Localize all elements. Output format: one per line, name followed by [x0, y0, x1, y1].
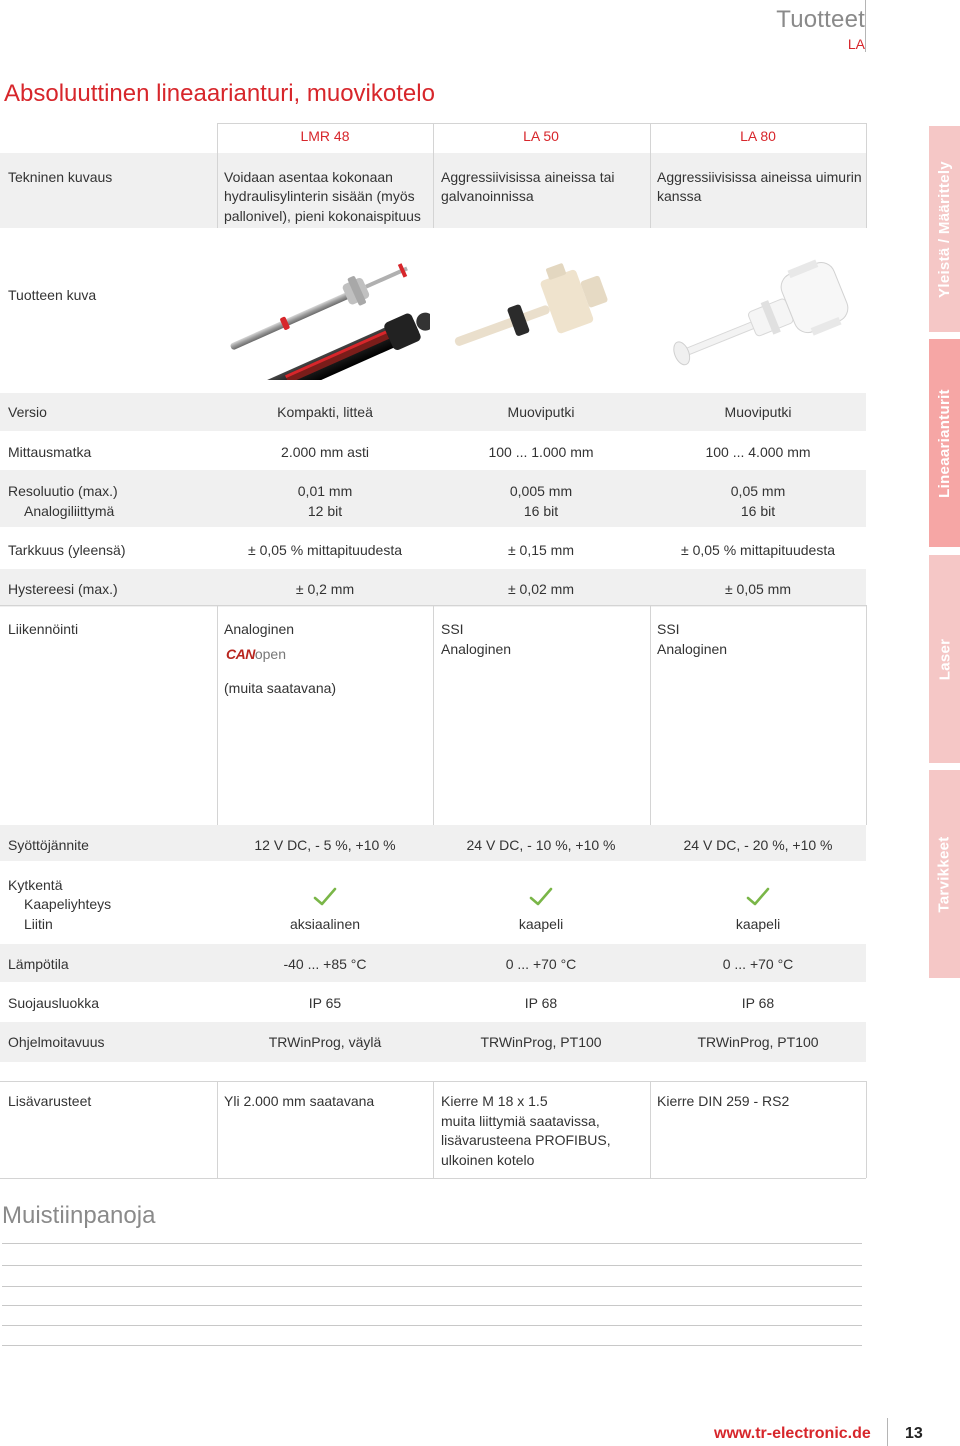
suojaus-cell-la80: IP 68: [741, 995, 775, 1011]
table-col-divider: [866, 605, 867, 825]
check-icon: [313, 887, 337, 907]
table-top-rule: [217, 123, 866, 124]
table-col-divider: [217, 605, 218, 825]
cell-line: lisävarusteena PROFIBUS,: [441, 1132, 611, 1148]
row-label-tekninen: Tekninen kuvaus: [8, 169, 113, 185]
row-label-hystereesi: Hystereesi (max.): [8, 581, 118, 597]
syotto-cell-la50: 24 V DC, - 10 %, +10 %: [466, 837, 616, 853]
table-col-divider: [650, 1081, 651, 1178]
lampotila-cell-lmr48: -40 ... +85 °C: [283, 956, 367, 972]
page-number: 13: [905, 1425, 923, 1442]
notes-title: Muistiinpanoja: [2, 1202, 156, 1229]
liikennointi-ssi-la80: SSI: [657, 621, 680, 637]
resoluutio-cell-la50: 0,005 mm: [509, 483, 573, 499]
resoluutio-cell-la80: 0,05 mm: [730, 483, 786, 499]
analogi-cell-la50: 16 bit: [523, 503, 559, 519]
resoluutio-cell-lmr48: 0,01 mm: [297, 483, 353, 499]
page-header: [776, 6, 865, 52]
syotto-cell-la80: 24 V DC, - 20 %, +10 %: [683, 837, 833, 853]
cell-line: Voidaan asentaa kokonaan: [224, 169, 393, 185]
tarkkuus-cell-la80: ± 0,05 % mittapituudesta: [681, 542, 835, 558]
row-label-syotto: Syöttöjännite: [8, 837, 89, 853]
note-line: [2, 1286, 862, 1287]
analogi-cell-la80: 16 bit: [740, 503, 776, 519]
analogi-cell-lmr48: 12 bit: [307, 503, 343, 519]
lisa-cell-la80: Kierre DIN 259 - RS2: [657, 1093, 790, 1109]
row-label-versio: Versio: [8, 404, 47, 420]
cell-line: pallonivel), pieni kokonaispituus: [224, 208, 421, 224]
table-col-divider: [433, 605, 434, 825]
row-label-liikennointi: Liikennöinti: [8, 621, 79, 637]
syotto-cell-lmr48: 12 V DC, - 5 %, +10 %: [254, 837, 396, 853]
row-label-lisa: Lisävarusteet: [8, 1093, 92, 1109]
lampotila-cell-la50: 0 ... +70 °C: [505, 956, 577, 972]
table-col-divider: [866, 1081, 867, 1178]
row-sublabel-analogiliittyma: Analogiliittymä: [24, 503, 115, 519]
ohjelmointi-cell-la80: TRWinProg, PT100: [697, 1034, 819, 1050]
row-label-tarkkuus: Tarkkuus (yleensä): [8, 542, 126, 558]
liikennointi-analoginen-la50: Analoginen: [441, 641, 512, 657]
hystereesi-cell-lmr48: ± 0,2 mm: [295, 581, 355, 597]
cell-line: hydraulisylinterin sisään (myös: [224, 188, 415, 204]
cell-line: muita liittymiä saatavissa,: [441, 1113, 600, 1129]
note-line: [2, 1325, 862, 1326]
header-divider: [865, 0, 866, 52]
liikennointi-analoginen-la80: Analoginen: [657, 641, 728, 657]
side-tab-laser[interactable]: [929, 555, 960, 763]
table-bottom-rule: [0, 1178, 866, 1179]
column-header-lmr48: LMR 48: [300, 128, 350, 144]
lisa-cell-lmr48: Yli 2.000 mm saatavana: [224, 1093, 375, 1109]
mittausmatka-cell-la50: 100 ... 1.000 mm: [488, 444, 594, 460]
ohjelmointi-cell-lmr48: TRWinProg, väylä: [268, 1034, 382, 1050]
liikennointi-muita-lmr48: (muita saatavana): [224, 680, 337, 696]
cell-line: Aggressiivisissa aineissa uimurin: [657, 169, 862, 185]
check-icon: [746, 887, 770, 907]
canopen-logo-bold: CAN: [226, 646, 255, 662]
canopen-logo: [226, 645, 286, 663]
table-col-divider: [650, 605, 651, 825]
cell-line: Aggressiivisissa aineissa tai: [441, 169, 615, 185]
row-sublabel-liitin: Liitin: [24, 916, 53, 932]
section-title: Tuotteet: [776, 6, 865, 33]
table-col-divider: [866, 123, 867, 228]
row-label-lampotila: Lämpötila: [8, 956, 69, 972]
column-header-la50: LA 50: [523, 128, 559, 144]
side-tab-label: Yleistä / Määrittely: [936, 160, 953, 298]
versio-cell-lmr48: Kompakti, litteä: [277, 404, 373, 420]
row-label-kytkenta: Kytkentä: [8, 877, 63, 893]
table-col-divider: [433, 1081, 434, 1178]
note-line: [2, 1305, 862, 1306]
ohjelmointi-cell-la50: TRWinProg, PT100: [480, 1034, 602, 1050]
tarkkuus-cell-lmr48: ± 0,05 % mittapituudesta: [248, 542, 402, 558]
footer-divider: [887, 1418, 888, 1446]
page-title: Absoluuttinen lineaarianturi, muovikotelo: [4, 80, 435, 107]
kytkenta-cell-lmr48: aksiaalinen: [289, 916, 361, 932]
mittausmatka-cell-lmr48: 2.000 mm asti: [281, 444, 369, 460]
note-line: [2, 1243, 862, 1244]
mittausmatka-cell-la80: 100 ... 4.000 mm: [705, 444, 811, 460]
side-tab-yleista[interactable]: [929, 126, 960, 332]
product-image-lmr48: [222, 240, 430, 380]
section-subtitle: LA: [847, 36, 865, 52]
side-tab-label: Laser: [936, 638, 953, 680]
cell-line: kanssa: [657, 188, 702, 204]
row-sublabel-kaapeliyhteys: Kaapeliyhteys: [24, 896, 112, 912]
row-label-suojaus: Suojausluokka: [8, 995, 100, 1011]
kytkenta-cell-la50: kaapeli: [518, 916, 564, 932]
footer-url-link[interactable]: www.tr-electronic.de: [714, 1425, 871, 1442]
liikennointi-analoginen-lmr48: Analoginen: [224, 621, 295, 637]
note-line: [2, 1345, 862, 1346]
side-tab-label: Lineaarianturit: [936, 388, 953, 498]
row-label-mittausmatka: Mittausmatka: [8, 444, 92, 460]
liikennointi-ssi-la50: SSI: [441, 621, 464, 637]
side-tab-tarvikkeet[interactable]: [929, 770, 960, 978]
side-tab-lineaarianturit[interactable]: [929, 339, 960, 547]
row-label-resoluutio: Resoluutio (max.): [8, 483, 118, 499]
product-image-la50: [438, 232, 648, 380]
versio-cell-la50: Muoviputki: [507, 404, 575, 420]
suojaus-cell-lmr48: IP 65: [308, 995, 342, 1011]
hystereesi-cell-la80: ± 0,05 mm: [724, 581, 792, 597]
product-image-la80: [654, 232, 864, 382]
column-header-la80: LA 80: [740, 128, 776, 144]
row-label-ohjelmointi: Ohjelmoitavuus: [8, 1034, 105, 1050]
hystereesi-cell-la50: ± 0,02 mm: [507, 581, 575, 597]
note-line: [2, 1265, 862, 1266]
table-col-divider: [217, 1081, 218, 1178]
cell-line: Kierre M 18 x 1.5: [441, 1093, 548, 1109]
cell-line: galvanoinnissa: [441, 188, 534, 204]
tarkkuus-cell-la50: ± 0,15 mm: [507, 542, 575, 558]
check-icon: [529, 887, 553, 907]
canopen-logo-light: open: [254, 646, 286, 662]
versio-cell-la80: Muoviputki: [724, 404, 792, 420]
suojaus-cell-la50: IP 68: [524, 995, 558, 1011]
side-tab-label: Tarvikkeet: [936, 835, 954, 913]
row-label-kuva: Tuotteen kuva: [8, 287, 97, 303]
cell-line: ulkoinen kotelo: [441, 1152, 535, 1168]
kytkenta-cell-la80: kaapeli: [735, 916, 781, 932]
lampotila-cell-la80: 0 ... +70 °C: [722, 956, 794, 972]
